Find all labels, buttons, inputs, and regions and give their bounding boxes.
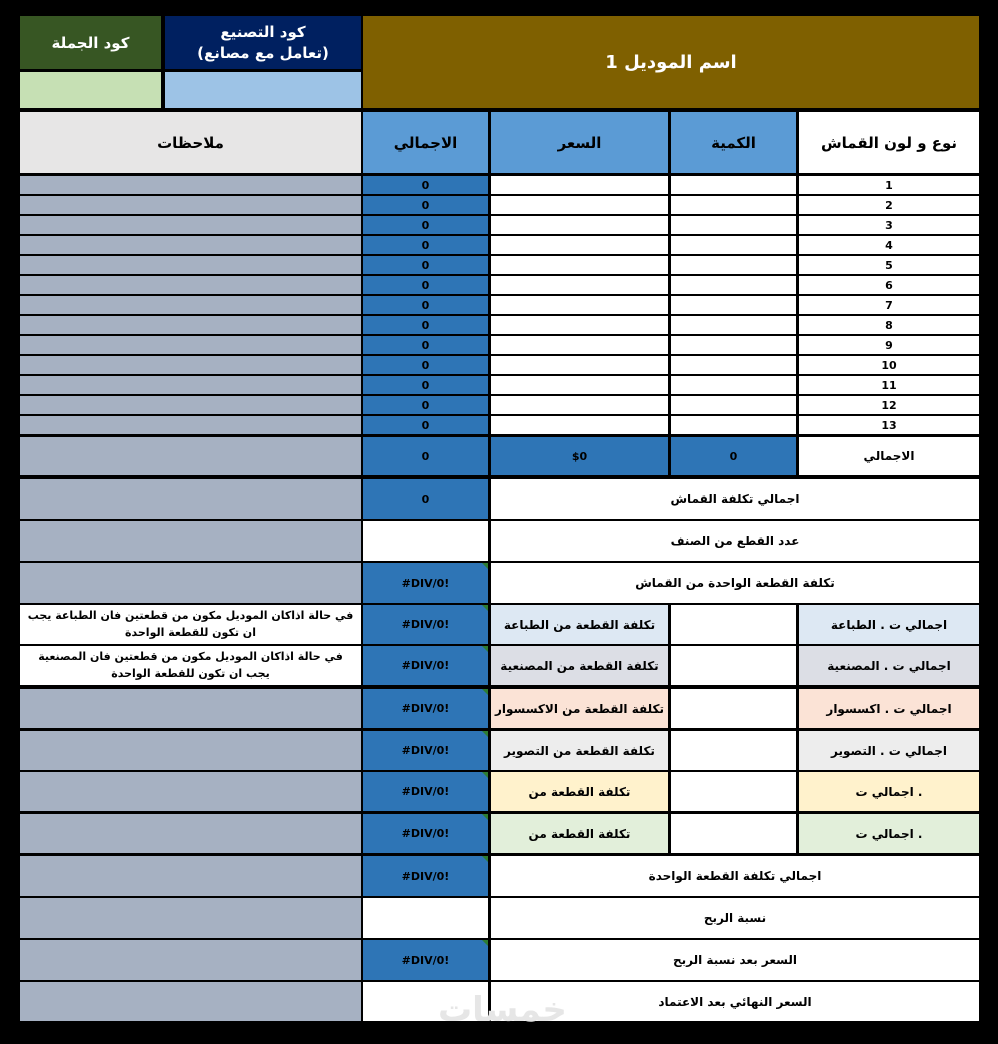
final-label: السعر بعد نسبة الربح [491, 940, 979, 980]
cost-unit-label: تكلفة القطعة من [491, 814, 668, 853]
row-price[interactable] [491, 356, 668, 374]
cost-notes[interactable] [20, 689, 361, 728]
cost-total-label: اجمالي ت . الطباعة [799, 605, 979, 644]
row-notes[interactable] [20, 396, 361, 414]
cost-quantity[interactable] [671, 772, 796, 811]
row-notes[interactable] [20, 336, 361, 354]
cost-unit-label: تكلفة القطعة من المصنعية [491, 646, 668, 685]
row-price[interactable] [491, 416, 668, 434]
notes-header: ملاحظات [20, 112, 361, 173]
summary-label: اجمالي تكلفة القماش [491, 479, 979, 519]
row-total: 0 [363, 256, 488, 274]
row-total: 0 [363, 216, 488, 234]
cost-total-label: اجمالي ت . اكسسوار [799, 689, 979, 728]
row-quantity[interactable] [671, 356, 796, 374]
row-quantity[interactable] [671, 216, 796, 234]
final-value[interactable] [363, 898, 488, 938]
cost-quantity[interactable] [671, 689, 796, 728]
final-notes[interactable] [20, 940, 361, 980]
row-notes[interactable] [20, 376, 361, 394]
cost-note: في حالة اذاكان الموديل مكون من قطعتين فان الطباعة يجب ان تكون للقطعة الواحدة [20, 605, 361, 644]
final-value: #DIV/0! [363, 940, 488, 980]
row-price[interactable] [491, 216, 668, 234]
row-price[interactable] [491, 316, 668, 334]
row-quantity[interactable] [671, 276, 796, 294]
cost-unit-value: #DIV/0! [363, 731, 488, 770]
row-total: 0 [363, 376, 488, 394]
row-fabric[interactable]: 9 [799, 336, 979, 354]
row-quantity[interactable] [671, 316, 796, 334]
totals-label: الاجمالي [799, 437, 979, 475]
cost-unit-label: تكلفة القطعة من الطباعة [491, 605, 668, 644]
row-notes[interactable] [20, 276, 361, 294]
final-notes[interactable] [20, 982, 361, 1021]
row-total: 0 [363, 336, 488, 354]
summary-label: عدد القطع من الصنف [491, 521, 979, 561]
summary-notes[interactable] [20, 521, 361, 561]
cost-unit-label: تكلفة القطعة من [491, 772, 668, 811]
row-price[interactable] [491, 336, 668, 354]
cost-notes[interactable] [20, 814, 361, 853]
total-header: الاجمالي [363, 112, 488, 173]
row-total: 0 [363, 316, 488, 334]
wholesale-code-header: كود الجملة [20, 16, 161, 69]
row-total: 0 [363, 276, 488, 294]
row-total: 0 [363, 196, 488, 214]
summary-notes[interactable] [20, 563, 361, 603]
cost-total-label: اجمالي ت . [799, 814, 979, 853]
summary-notes[interactable] [20, 479, 361, 519]
cost-total-label: اجمالي ت . المصنعية [799, 646, 979, 685]
totals-quantity: 0 [671, 437, 796, 475]
row-price[interactable] [491, 296, 668, 314]
cost-unit-label: تكلفة القطعة من الاكسسوار [491, 689, 668, 728]
wholesale-code-input[interactable] [20, 72, 161, 108]
row-fabric[interactable]: 3 [799, 216, 979, 234]
price-header: السعر [491, 112, 668, 173]
row-fabric[interactable]: 10 [799, 356, 979, 374]
row-price[interactable] [491, 176, 668, 194]
row-total: 0 [363, 356, 488, 374]
row-fabric[interactable]: 1 [799, 176, 979, 194]
row-total: 0 [363, 416, 488, 434]
cost-unit-value: #DIV/0! [363, 814, 488, 853]
row-quantity[interactable] [671, 256, 796, 274]
cost-notes[interactable] [20, 731, 361, 770]
totals-notes[interactable] [20, 437, 361, 475]
final-label: نسبة الربح [491, 898, 979, 938]
final-notes[interactable] [20, 856, 361, 896]
row-price[interactable] [491, 396, 668, 414]
cost-quantity[interactable] [671, 814, 796, 853]
model-name-title: اسم الموديل 1 [363, 16, 979, 108]
row-fabric[interactable]: 11 [799, 376, 979, 394]
row-fabric[interactable]: 4 [799, 236, 979, 254]
row-total: 0 [363, 396, 488, 414]
final-label: اجمالي تكلفة القطعة الواحدة [491, 856, 979, 896]
row-fabric[interactable]: 8 [799, 316, 979, 334]
row-price[interactable] [491, 376, 668, 394]
summary-value: 0 [363, 479, 488, 519]
summary-label: تكلفة القطعة الواحدة من القماش [491, 563, 979, 603]
row-price[interactable] [491, 276, 668, 294]
fabric-header: نوع و لون القماش [799, 112, 979, 173]
row-notes[interactable] [20, 416, 361, 434]
row-notes[interactable] [20, 176, 361, 194]
row-quantity[interactable] [671, 376, 796, 394]
watermark: خمسات [438, 990, 567, 1030]
quantity-header: الكمية [671, 112, 796, 173]
final-label: السعر النهائي بعد الاعتماد [491, 982, 979, 1021]
row-total: 0 [363, 176, 488, 194]
row-price[interactable] [491, 256, 668, 274]
cost-quantity[interactable] [671, 605, 796, 644]
cost-note: في حالة اذاكان الموديل مكون من قطعتين فان المصنعية يجب ان تكون للقطعة الواحدة [20, 646, 361, 685]
row-quantity[interactable] [671, 236, 796, 254]
totals-price: $0 [491, 437, 668, 475]
row-fabric[interactable]: 2 [799, 196, 979, 214]
row-fabric[interactable]: 7 [799, 296, 979, 314]
row-quantity[interactable] [671, 396, 796, 414]
row-notes[interactable] [20, 296, 361, 314]
final-value: #DIV/0! [363, 856, 488, 896]
cost-unit-value: #DIV/0! [363, 646, 488, 685]
row-notes[interactable] [20, 196, 361, 214]
summary-value: #DIV/0! [363, 563, 488, 603]
row-quantity[interactable] [671, 196, 796, 214]
row-quantity[interactable] [671, 416, 796, 434]
row-total: 0 [363, 296, 488, 314]
manufacturing-code-input[interactable] [165, 72, 361, 108]
row-notes[interactable] [20, 256, 361, 274]
manufacturing-code-header: كود التصنيع (تعامل مع مصانع) [165, 16, 361, 69]
row-fabric[interactable]: 13 [799, 416, 979, 434]
cost-total-label: اجمالي ت . [799, 772, 979, 811]
cost-unit-value: #DIV/0! [363, 605, 488, 644]
cost-quantity[interactable] [671, 646, 796, 685]
cost-unit-value: #DIV/0! [363, 772, 488, 811]
final-notes[interactable] [20, 898, 361, 938]
row-price[interactable] [491, 236, 668, 254]
row-notes[interactable] [20, 356, 361, 374]
row-fabric[interactable]: 12 [799, 396, 979, 414]
row-total: 0 [363, 236, 488, 254]
row-notes[interactable] [20, 216, 361, 234]
row-fabric[interactable]: 6 [799, 276, 979, 294]
totals-total: 0 [363, 437, 488, 475]
row-quantity[interactable] [671, 336, 796, 354]
cost-unit-value: #DIV/0! [363, 689, 488, 728]
row-fabric[interactable]: 5 [799, 256, 979, 274]
row-quantity[interactable] [671, 296, 796, 314]
row-quantity[interactable] [671, 176, 796, 194]
row-price[interactable] [491, 196, 668, 214]
cost-notes[interactable] [20, 772, 361, 811]
summary-value[interactable] [363, 521, 488, 561]
cost-unit-label: تكلفة القطعة من التصوير [491, 731, 668, 770]
cost-quantity[interactable] [671, 731, 796, 770]
row-notes[interactable] [20, 236, 361, 254]
row-notes[interactable] [20, 316, 361, 334]
cost-total-label: اجمالي ت . التصوير [799, 731, 979, 770]
